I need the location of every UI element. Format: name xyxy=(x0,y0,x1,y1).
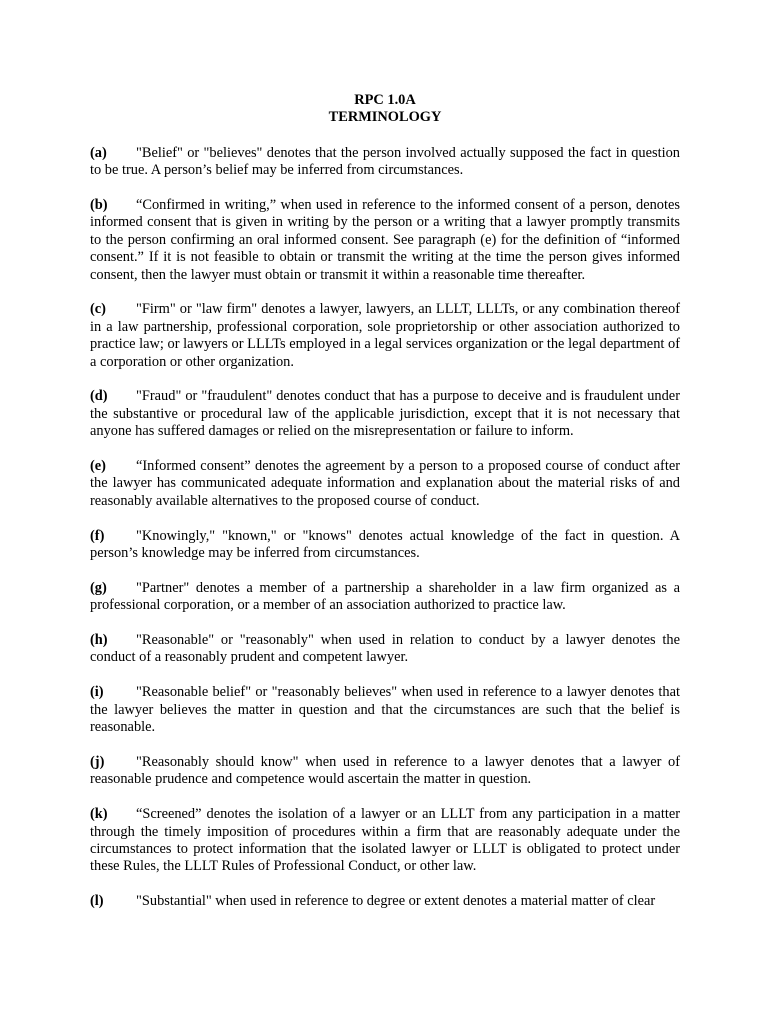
definition-paragraph-f xyxy=(90,528,680,563)
paragraph-letter: (j) xyxy=(90,753,105,770)
paragraph-text: “Informed consent” denotes the agreement by a person to a proposed course of conduct after the lawyer has communicated adequate information and explanation about the material risks of and reasonably available alternatives to the proposed course of conduct. xyxy=(90,458,680,509)
paragraph-text: "Reasonable" or "reasonably" when used in relation to conduct by a lawyer denotes the conduct of a reasonably prudent and competent lawyer. xyxy=(90,632,680,666)
definition-paragraph-a xyxy=(90,145,680,180)
definition-paragraph-k xyxy=(90,806,680,876)
paragraph-letter: (c) xyxy=(90,301,106,318)
definition-paragraph-g xyxy=(90,580,680,615)
paragraph-letter: (h) xyxy=(90,632,108,649)
paragraph-text: “Confirmed in writing,” when used in reference to the informed consent of a person, denotes informed consent that is given in writing by the person or a writing that a lawyer promptly transmits to the person confirming an oral informed consent. See paragraph (e) for the definition of “informed consent.” If it is not feasible to obtain or transmit the writing at the time the person gives informed consent, then the lawyer must obtain or transmit it within a reasonable time thereafter. xyxy=(90,197,680,283)
definition-paragraph-l xyxy=(90,893,680,910)
paragraph-letter: (g) xyxy=(90,579,107,596)
paragraph-letter: (k) xyxy=(90,806,108,823)
paragraph-text: “Screened” denotes the isolation of a lawyer or an LLLT from any participation in a matter through the timely imposition of procedures within a firm that are reasonably adequate under the circumstances to protect information that the isolated lawyer or LLLT is obligated to protect under these Rules, the LLLT Rules of Professional Conduct, or other law. xyxy=(90,806,680,875)
paragraph-letter: (l) xyxy=(90,893,104,910)
definition-paragraph-j xyxy=(90,754,680,789)
document-page xyxy=(90,92,680,928)
definition-paragraph-e xyxy=(90,458,680,510)
paragraph-letter: (f) xyxy=(90,527,105,544)
paragraph-letter: (a) xyxy=(90,144,107,161)
paragraph-letter: (d) xyxy=(90,388,108,405)
definition-paragraph-d xyxy=(90,388,680,440)
paragraph-letter: (b) xyxy=(90,197,108,214)
definition-paragraph-b xyxy=(90,197,680,284)
paragraph-text: "Reasonable belief" or "reasonably believes" when used in reference to a lawyer denotes that the lawyer believes the matter in question and that the circumstances are such that the belief is reasonable. xyxy=(90,684,680,736)
definition-paragraph-c xyxy=(90,301,680,371)
paragraph-text: "Fraud" or "fraudulent" denotes conduct that has a purpose to deceive and is fraudulent under the substantive or procedural law of the applicable jurisdiction, except that it is not necessary that anyone has suffered damages or relied on the misrepresentation or failure to inform. xyxy=(90,388,680,440)
paragraph-text: "Substantial" when used in reference to degree or extent denotes a material matter of clear xyxy=(136,893,656,910)
page-title: TERMINOLOGY xyxy=(328,109,442,126)
paragraph-text: "Knowingly," "known," or "knows" denotes actual knowledge of the fact in question. A person’s knowledge may be inferred from circumstances. xyxy=(90,527,680,562)
rule-number: RPC 1.0A xyxy=(354,92,416,108)
paragraph-letter: (e) xyxy=(90,458,106,475)
paragraph-letter: (i) xyxy=(90,684,104,701)
paragraph-text: "Reasonably should know" when used in reference to a lawyer denotes that a lawyer of reasonable prudence and competence would ascertain the matter in question. xyxy=(90,753,680,788)
paragraph-text: "Partner" denotes a member of a partnership a shareholder in a law firm organized as a professional corporation, or a member of an association authorized to practice law. xyxy=(90,579,680,614)
definition-paragraph-i xyxy=(90,684,680,736)
title-block xyxy=(90,92,680,127)
paragraph-text: "Firm" or "law firm" denotes a lawyer, lawyers, an LLLT, LLLTs, or any combination thereof in a law partnership, professional corporation, sole proprietorship or other association authorized to practice law; or lawyers or LLLTs employed in a legal services organization or the legal department of a corporation or other organization. xyxy=(90,301,680,370)
paragraph-text: "Belief" or "believes" denotes that the person involved actually supposed the fact in question to be true. A person’s belief may be inferred from circumstances. xyxy=(90,144,680,179)
definition-paragraph-h xyxy=(90,632,680,667)
